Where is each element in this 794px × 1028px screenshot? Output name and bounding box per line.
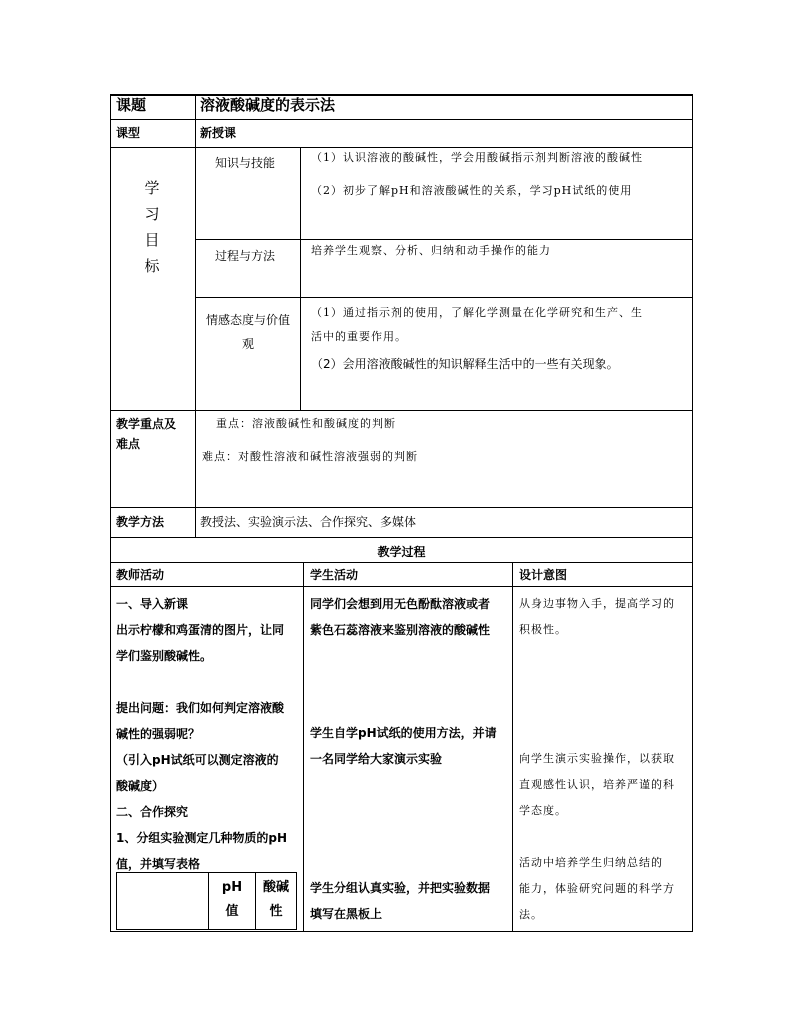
col-teacher-header: 教师活动 [116,568,165,582]
student-line-2: 紫色石蕊溶液来鉴别溶液的酸碱性 [310,623,491,637]
inner-acidity-header [256,876,296,924]
keypoints-label-line-2: 难点 [116,437,141,451]
knowledge-line-1: （1）认识溶液的酸碱性，学会用酸碱指示剂判断溶液的酸碱性 [311,151,643,164]
design-line-7: 能力，体验研究问题的科学方 [519,882,675,895]
inner-ab-line-1: 酸碱 [262,880,289,895]
inner-ph-line-2: 值 [225,904,239,919]
teacher-line-6: （引入pH试纸可以测定溶液的 [116,753,279,767]
inner-ab-line-2: 性 [269,904,283,919]
teacher-line-2: 出示柠檬和鸡蛋清的图片，让同 [116,623,285,637]
process-label: 过程与方法 [215,249,276,263]
objectives-char-2: 习 [144,205,160,223]
knowledge-label: 知识与技能 [215,156,276,170]
type-label: 课型 [116,126,141,140]
objectives-char-1: 学 [144,179,160,197]
design-line-5: 学态度。 [519,804,567,817]
design-line-2: 积极性。 [519,623,567,636]
objectives-char-3: 目 [144,231,160,249]
teacher-line-5: 碱性的强弱呢？ [116,727,201,741]
emotion-item-1-line-2: 活中的重要作用。 [311,330,407,343]
teacher-line-8: 二、合作探究 [116,805,189,819]
student-line-3: 学生自学pH试纸的使用方法，并请 [310,726,497,740]
knowledge-line-2: （2）初步了解pH和溶液酸碱性的关系，学习pH试纸的使用 [311,184,633,197]
inner-ph-header [209,876,255,924]
objectives-label [140,177,164,281]
emotion-label-line-2: 观 [241,337,254,351]
teacher-line-1: 一、导入新课 [116,597,189,611]
emotion-item-2: （2）会用溶液酸碱性的知识解释生活中的一些有关现象。 [311,357,619,371]
emotion-label-line-1: 情感态度与价值 [205,313,290,327]
design-line-4: 直观感性认识，培养严谨的科 [519,778,675,791]
teacher-line-7: 酸碱度） [116,779,165,793]
emotion-item-1-line-1: （1）通过指示剂的使用，了解化学测量在化学研究和生产、生 [311,306,643,319]
teacher-activities [116,591,302,877]
col-design-header: 设计意图 [519,568,568,582]
keypoints-label-line-1: 教学重点及 [116,417,177,431]
design-line-6: 活动中培养学生归纳总结的 [519,856,663,869]
objectives-char-4: 标 [144,257,160,275]
design-line-8: 法。 [519,908,543,921]
process-text: 培养学生观察、分析、归纳和动手操作的能力 [311,244,551,257]
design-line-3: 向学生演示实验操作，以获取 [519,752,675,765]
design-line-1: 从身边事物入手，提高学习的 [519,597,675,610]
difficult-point: 难点：对酸性溶液和碱性溶液强弱的判断 [202,450,418,463]
student-line-1: 同学们会想到用无色酚酞溶液或者 [310,597,491,611]
method-value: 教授法、实验演示法、合作探究、多媒体 [200,515,417,529]
topic-label: 课题 [116,96,147,114]
key-point: 重点：溶液酸碱性和酸碱度的判断 [216,417,396,430]
student-line-6: 填写在黑板上 [310,907,383,921]
student-line-5: 学生分组认真实验，并把实验数据 [310,881,491,895]
teacher-line-10: 值，并填写表格 [116,857,201,871]
method-label: 教学方法 [116,515,165,529]
process-title: 教学过程 [377,545,426,559]
teacher-line-4: 提出问题：我们如何判定溶液酸 [116,701,285,715]
type-value: 新授课 [200,126,237,140]
topic-value: 溶液酸碱度的表示法 [200,96,336,114]
col-student-header: 学生活动 [310,568,359,582]
inner-ph-line-1: pH [221,880,243,895]
teacher-line-3: 学们鉴别酸碱性。 [116,649,213,663]
emotion-label [196,308,300,356]
teacher-line-9: 1、分组实验测定几种物质的pH [116,831,287,845]
student-line-4: 一名同学给大家演示实验 [310,752,443,766]
